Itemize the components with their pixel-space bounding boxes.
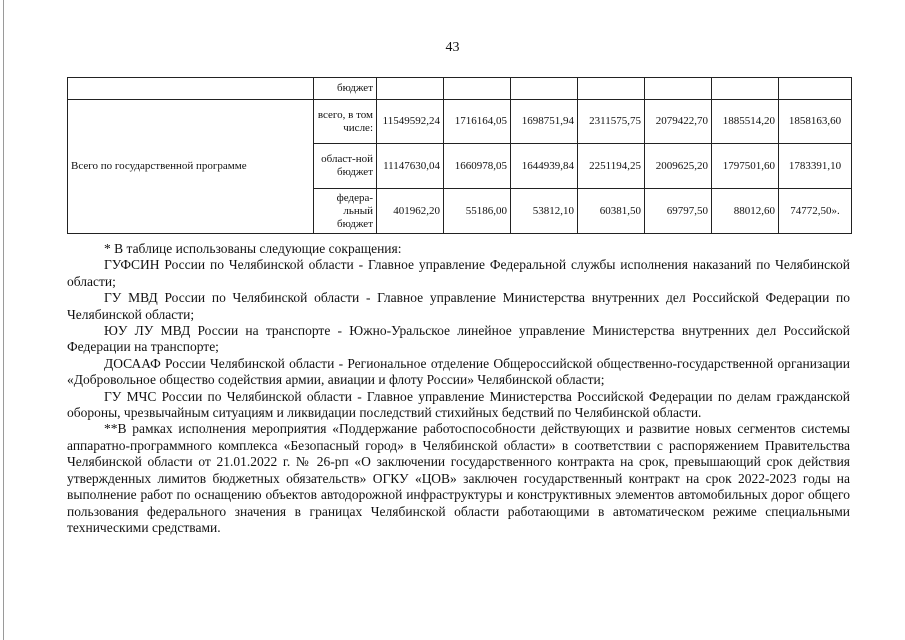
abbreviation-entry: ГУ МВД России по Челябинской области - Главное управление Министерства внутренних дел Российской Федерации по Челябинской области; (67, 290, 850, 322)
table-cell-value: 2079422,70 (645, 100, 712, 144)
table-cell-value: 60381,50 (578, 189, 645, 234)
table-cell-value: 2009625,20 (645, 144, 712, 189)
table-cell-value: 2311575,75 (578, 100, 645, 144)
table-cell-value: 11147630,04 (377, 144, 444, 189)
abbreviation-entry: ГУФСИН России по Челябинской области - Главное управление Федеральной службы исполнения наказаний по Челябинской области; (67, 257, 850, 289)
program-funding-table (67, 77, 852, 234)
footnote-paragraph: **В рамках исполнения мероприятия «Поддержание работоспособности действующих и развитие новых сегментов системы аппаратно-программного комплекса «Безопасный город» в Челябинской области» в соответствии с распоряжением Правительства Челябинской области от 21.01.2022 г. № 26-рп «О заключении государственного контракта на срок, превышающий срок действия утвержденных лимитов бюджетных обязательств» ОГКУ «ЦОВ» заключен государственный контракт на срок 2022-2023 годы на выполнение работ по оснащению объектов автодорожной инфраструктуры и конструктивных элементов автомобильных дорог общего пользования федерального значения в границах Челябинской области работающими в автоматическом режиме специальными техническими средствами. (67, 421, 850, 535)
table-cell-source: федера-льный бюджет (314, 189, 377, 234)
table-cell-value: 1644939,84 (511, 144, 578, 189)
page-number: 43 (445, 40, 460, 55)
table-row (68, 100, 852, 144)
table-cell-value: 11549592,24 (377, 100, 444, 144)
abbreviation-entry: ДОСААФ России Челябинской области - Региональное отделение Общероссийской общественно-государственной организации «Добровольное общество содействия армии, авиации и флоту России» Челябинской области; (67, 355, 850, 388)
page-edge-line (3, 0, 4, 640)
table-cell-value: 69797,50 (645, 189, 712, 234)
table-cell-value: 74772,50». (779, 189, 852, 234)
program-total-label: Всего по государственной программе (68, 100, 314, 234)
table-cell-source: бюджет (314, 78, 377, 100)
table-cell-value: 1660978,05 (444, 144, 511, 189)
table-cell-value: 401962,20 (377, 189, 444, 234)
abbreviations-heading: * В таблице использованы следующие сокращения: (104, 241, 402, 256)
table-cell-value: 55186,00 (444, 189, 511, 234)
table-cell-source: област-ной бюджет (314, 144, 377, 189)
table-cell-empty (68, 78, 314, 100)
table-cell-value: 1783391,10 (779, 144, 852, 189)
table-row (68, 78, 852, 100)
notes-section (67, 241, 850, 536)
table-cell-value: 1716164,05 (444, 100, 511, 144)
table-cell-value: 1698751,94 (511, 100, 578, 144)
table-cell-value: 1885514,20 (712, 100, 779, 144)
table-cell-value: 53812,10 (511, 189, 578, 234)
table-cell-source: всего, в том числе: (314, 100, 377, 144)
table-cell-value: 2251194,25 (578, 144, 645, 189)
abbreviation-entry: ЮУ ЛУ МВД России на транспорте - Южно-Уральское линейное управление Министерства внутренних дел Российской Федерации на транспорте; (67, 323, 850, 355)
table-cell-value: 1858163,60 (779, 100, 852, 144)
abbreviation-entry: ГУ МЧС России по Челябинской области - Главное управление Министерства Российской Федерации по делам гражданской обороны, чрезвычайным ситуациям и ликвидации последствий стихийных бедствий по Челябинской области. (67, 388, 850, 421)
table-cell-value: 1797501,60 (712, 144, 779, 189)
table-cell-value: 88012,60 (712, 189, 779, 234)
